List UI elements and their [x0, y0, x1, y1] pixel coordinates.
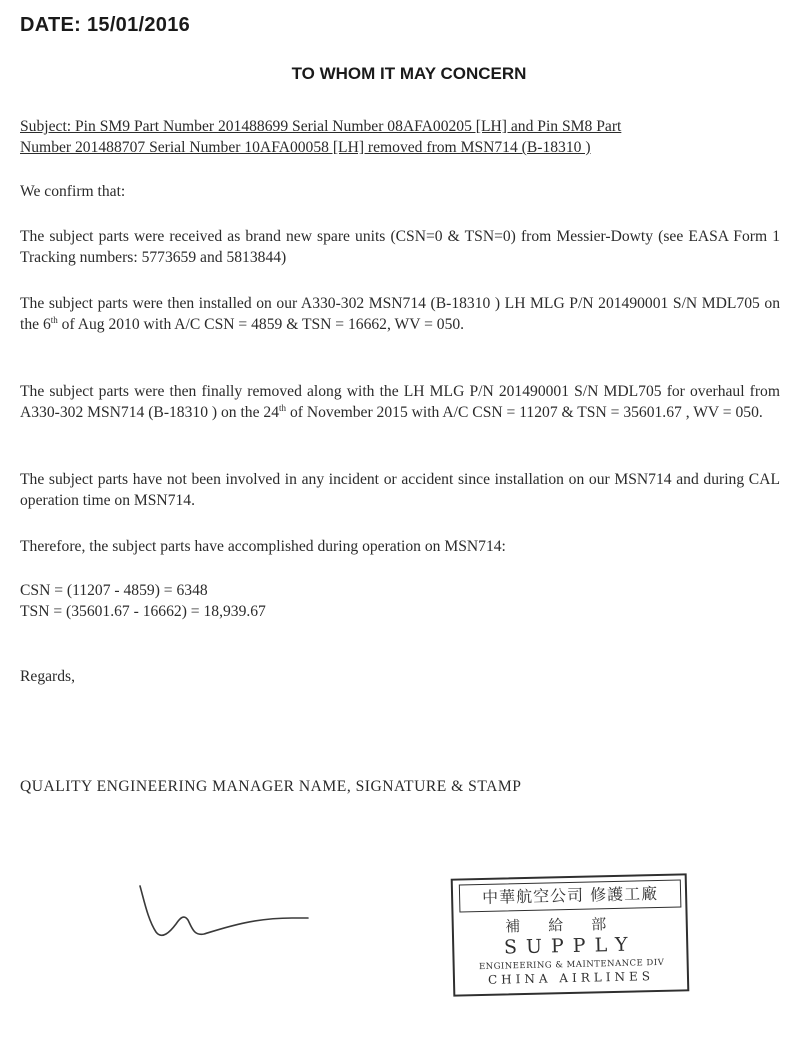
tsn-calculation: TSN = (35601.67 - 16662) = 18,939.67: [20, 603, 266, 620]
subject-line: [20, 116, 780, 158]
paragraph-therefore: Therefore, the subject parts have accomplished during operation on MSN714:: [20, 538, 506, 555]
paragraph-installed: [20, 293, 780, 335]
letter-heading: [0, 64, 800, 84]
removed-text-a: The subject parts were then finally removed along with the LH MLG P/N 201490001 S/N MDL705 for overhaul from A330-302 MSN714 (B-18310 ) on the 24: [20, 383, 780, 421]
subject-line-1: Subject: Pin SM9 Part Number 201488699 Serial Number 08AFA00205 [LH] and Pin SM8 Part: [20, 118, 622, 135]
csn-calculation: CSN = (11207 - 4859) = 6348: [20, 582, 208, 599]
regards-text: Regards,: [20, 668, 75, 685]
stamp-department: 補給部: [505, 914, 635, 936]
confirm-text: We confirm that:: [20, 183, 126, 200]
stamp-chinese-name: 中華航空公司 修護工廠: [459, 879, 682, 912]
paragraph-received: The subject parts were received as brand new spare units (CSN=0 & TSN=0) from Messier-Dowty (see EASA Form 1 Tracking numbers: 5773659 and 5813844): [20, 228, 780, 266]
installed-text-a: The subject parts were then installed on our A330-302 MSN714 (B-18310 ) LH MLG P/N 201490001 S/N MDL705 on the 6: [20, 295, 780, 333]
paragraph-incident: The subject parts have not been involved in any incident or accident since installation on our MSN714 and during CAL operation time on MSN714.: [20, 471, 780, 509]
installed-ordinal: th: [50, 314, 58, 325]
removed-text-b: of November 2015 with A/C CSN = 11207 & TSN = 35601.67 , WV = 050.: [286, 404, 763, 421]
handwritten-signature: [132, 880, 312, 950]
installed-text-b: of Aug 2010 with A/C CSN = 4859 & TSN = 16662, WV = 050.: [57, 316, 465, 333]
heading-text: TO WHOM IT MAY CONCERN: [291, 64, 527, 83]
removed-ordinal: th: [279, 402, 287, 413]
paragraph-removed: [20, 381, 780, 423]
stamp-division: ENGINEERING & MAINTENANCE DIV: [478, 957, 665, 973]
company-stamp: [451, 873, 690, 996]
stamp-supply: SUPPLY: [503, 933, 637, 959]
stamp-airline: CHINA AIRLINES: [487, 969, 655, 987]
calculation-block: [20, 580, 780, 622]
subject-line-2: Number 201488707 Serial Number 10AFA00058 [LH] removed from MSN714 (B-18310 ): [20, 139, 591, 156]
letter-date: DATE: 15/01/2016: [20, 14, 191, 36]
signature-label: QUALITY ENGINEERING MANAGER NAME, SIGNATURE & STAMP: [20, 778, 522, 795]
